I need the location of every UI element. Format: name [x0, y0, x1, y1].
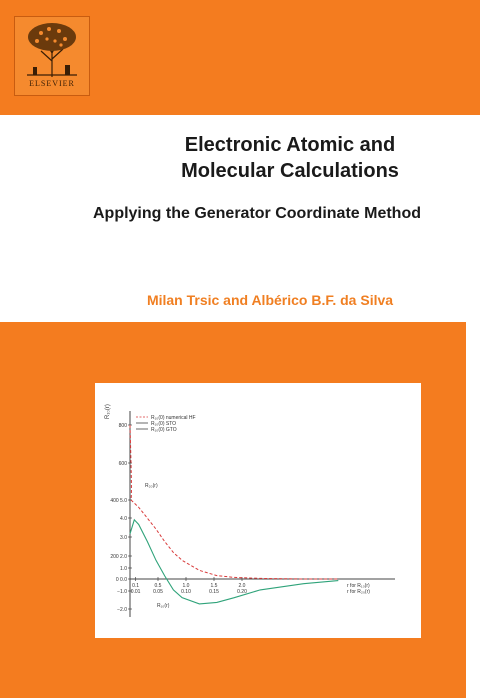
x-tick-label-top: 1.0	[182, 583, 190, 589]
book-subtitle: Applying the Generator Coordinate Method	[92, 205, 421, 222]
x-tick-label-top: 2.0	[238, 583, 246, 589]
x-tick-label-bottom: 0.05	[153, 589, 163, 595]
y-tick-label: −1.0	[117, 589, 127, 595]
legend-entry: R₁₀(0) GTO	[151, 427, 177, 433]
y-tick-label: 200 2.0	[110, 554, 127, 560]
cover-graph-panel	[95, 383, 421, 638]
y-tick-label: 0 0.0	[115, 577, 127, 583]
tree-icon	[21, 21, 83, 79]
y-tick-label: 600	[118, 461, 127, 467]
y-tick-label: −2.0	[117, 607, 127, 613]
publisher-name: ELSEVIER	[29, 79, 75, 88]
x-tick-label-top: 1.5	[210, 583, 218, 589]
r20-annotation: R₂₀(r)	[145, 483, 158, 489]
x-axis-label-2: r for R₂₀(r)	[347, 589, 370, 595]
legend-entry: R₁₀(0) STO	[151, 421, 177, 427]
right-white-strip	[466, 115, 480, 698]
title-line-2: Molecular Calculations	[181, 160, 399, 182]
y-tick-label: 1.0	[120, 566, 127, 572]
book-title	[120, 132, 460, 184]
x-tick-label-bottom: 0.20	[237, 589, 247, 595]
x-tick-label-bottom: 0.01	[130, 589, 141, 595]
y-tick-label: 3.0	[120, 535, 127, 541]
book-authors: Milan Trsic and Albérico B.F. da Silva	[146, 292, 394, 308]
radial-function-chart	[95, 383, 421, 638]
x-tick-label-bottom: 0.10	[181, 589, 191, 595]
r10-curve	[130, 425, 338, 579]
x-tick-label-top: 0.5	[154, 583, 162, 589]
x-axis-label-1: r for R₁₀(r)	[347, 583, 370, 589]
y-tick-label: 800	[118, 423, 127, 429]
y-tick-label: 4.0	[120, 516, 127, 522]
x-tick-label-top: 0.1	[132, 583, 140, 589]
y-tick-label: 400 5.0	[110, 498, 127, 504]
y-axis-label: R₁₀(r)	[105, 404, 111, 419]
x-tick-label-bottom: 0.15	[209, 589, 219, 595]
publisher-logo	[14, 16, 90, 96]
title-line-1: Electronic Atomic and	[184, 134, 396, 156]
legend-entry: R₁₀(0) numerical HF	[151, 415, 196, 421]
r10-annotation: R₁₀(r)	[157, 603, 170, 609]
